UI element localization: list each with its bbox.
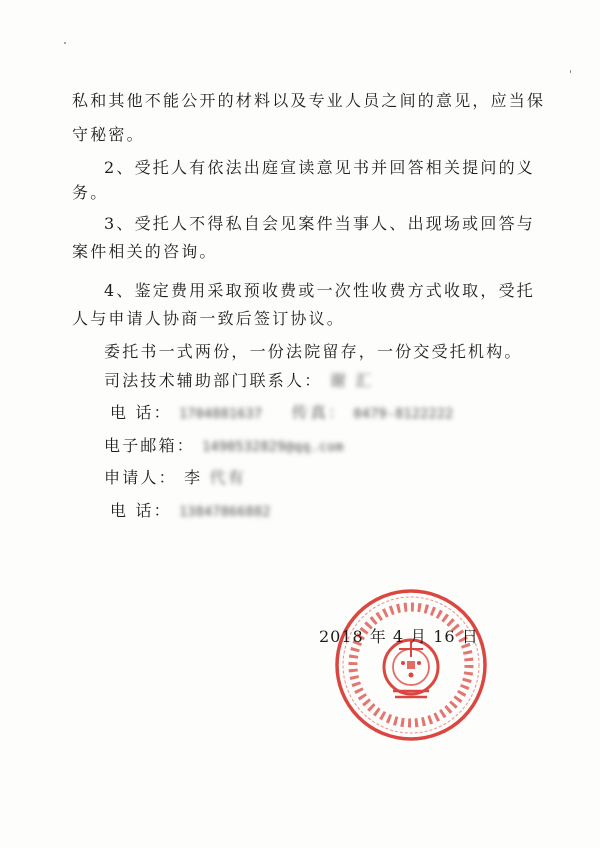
clause-3-line-1: 3、受托人不得私自会见案件当事人、出现场或回答与	[104, 214, 535, 233]
email-label: 电子邮箱：	[104, 436, 196, 455]
dept-contact-label: 司法技术辅助部门联系人：	[104, 371, 323, 390]
copies-note: 委托书一式两份，一份法院留存，一份交受托机构。	[104, 342, 523, 361]
applicant-phone-label: 电 话：	[110, 501, 172, 520]
dept-phone-row	[110, 403, 454, 425]
scan-speck	[570, 70, 571, 73]
body-line-2: 守秘密。	[72, 125, 145, 144]
applicant-label: 申请人：	[104, 468, 177, 487]
dept-phone-redacted: 1704881637	[179, 407, 263, 422]
scan-speck	[64, 42, 66, 44]
applicant-phone-redacted: 13847866882	[179, 505, 271, 520]
issue-date: 2018 年 4 月 16 日	[319, 627, 479, 646]
body-line-1: 私和其他不能公开的材料以及专业人员之间的意见，应当保	[72, 91, 546, 110]
fax-label-redacted: 传真：	[291, 403, 347, 422]
court-seal-icon	[333, 587, 489, 743]
clause-4-line-2: 人与申请人协商一致后签订协议。	[72, 309, 346, 328]
email-redacted: 1490532829@qq.com	[202, 440, 344, 455]
email-row	[104, 436, 344, 458]
applicant-given-redacted: 代有	[209, 468, 247, 487]
dept-contact-name-redacted: 谢 汇	[329, 371, 374, 390]
dept-phone-label: 电 话：	[110, 403, 172, 422]
dept-contact-row	[104, 371, 373, 391]
fax-redacted: 0479-8122222	[353, 407, 454, 422]
clause-2-line-1: 2、受托人有依法出庭宣读意见书并回答相关提问的义	[104, 158, 535, 177]
clause-2-line-2: 务。	[72, 183, 109, 202]
applicant-row	[104, 468, 246, 488]
clause-3-line-2: 案件相关的咨询。	[72, 242, 218, 261]
applicant-surname: 李	[184, 468, 203, 487]
applicant-phone-row	[110, 501, 271, 523]
clause-4-line-1: 4、鉴定费用采取预收费或一次性收费方式收取，受托	[104, 281, 535, 300]
